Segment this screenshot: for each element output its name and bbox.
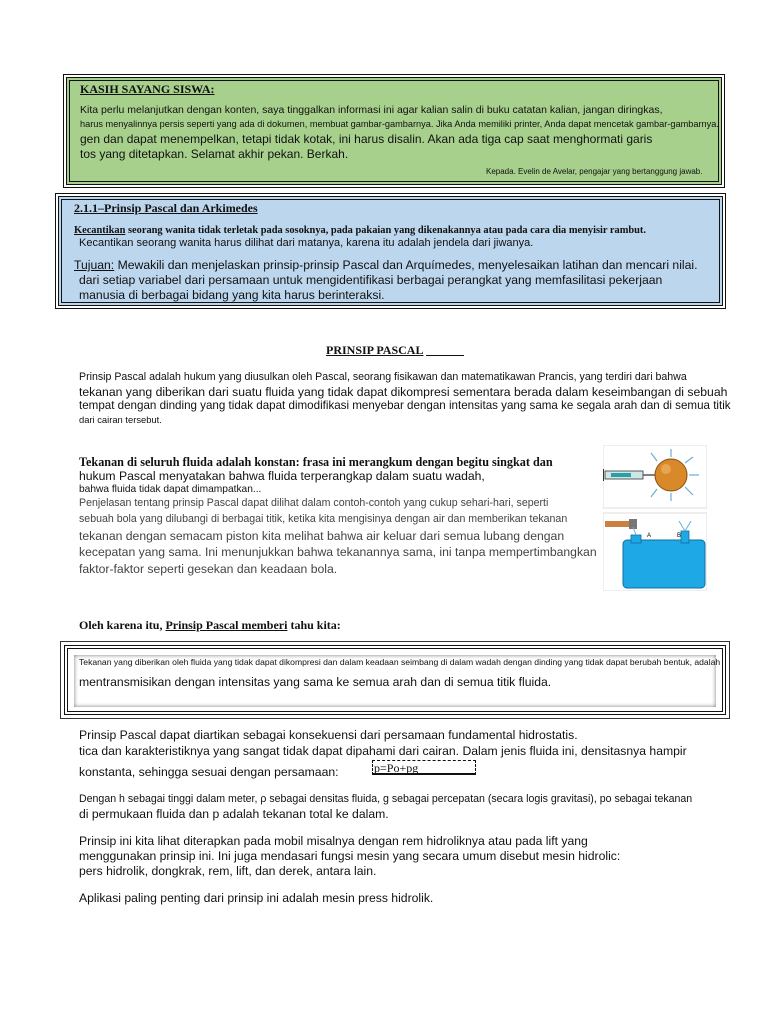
therefore-line [79, 618, 341, 633]
pressure-line: sebuah bola yang dilubangi di berbagai titik, ketika kita mengisinya dengan air dan memberikan tekanan [79, 513, 568, 525]
therefore-post: tahu kita: [287, 618, 341, 632]
notice-title: KASIH SAYANG SISWA: [80, 82, 215, 96]
section-sep: – [98, 201, 104, 215]
principle-line: Tekanan yang diberikan oleh fluida yang tidak dapat dikompresi dan dalam keadaan seimbang di dalam wadah dengan dinding yang tidak dapat berubah bentuk, adalah [79, 657, 721, 667]
pascal-illustration [603, 445, 707, 591]
closing-line: Aplikasi paling penting dari prinsip ini adalah mesin press hidrolik. [79, 891, 434, 905]
formula-box: p=Po+pg [372, 760, 476, 775]
notice-line: tos yang ditetapkan. Selamat akhir pekan. Berkah. [80, 147, 349, 161]
principle-line: mentransmisikan dengan intensitas yang sama ke semua arah dan di semua titik fluida. [79, 675, 552, 689]
section-title-text: Prinsip Pascal dan Arkimedes [104, 201, 258, 215]
intro-line: dari cairan tersebut. [79, 414, 162, 425]
goal-line: manusia di berbagai bidang yang kita harus berinteraksi. [79, 288, 385, 302]
beauty-keyword: Kecantikan [74, 225, 126, 236]
hydro-line: tica dan karakteristiknya yang sangat tidak dapat dipahami dari cairan. Dalam jenis fluida ini, densitasnya hampir [79, 744, 687, 758]
goal-text: Mewakili dan menjelaskan prinsip-prinsip Pascal dan Arquímedes, menyelesaikan latihan dan mencari nilai. [114, 258, 698, 272]
application-line: menggunakan prinsip ini. Ini juga mendasari fungsi mesin yang secara umum disebut mesin hidrolic: [79, 849, 621, 863]
intro-line: Prinsip Pascal adalah hukum yang diusulkan oleh Pascal, seorang fisikawan dan matematikawan Prancis, yang terdiri dari bahwa [79, 371, 687, 383]
intro-line: tempat dengan dinding yang tidak dapat dimodifikasi menyebar dengan intensitas yang sama ke segala arah dan di semua titik [79, 399, 731, 412]
therefore-pre: Oleh karena itu, [79, 618, 166, 632]
goal-line [70, 258, 697, 272]
beauty-text: seorang wanita tidak terletak pada sosoknya, pada pakaian yang dikenakannya atau pada cara dia menyisir rambut. [125, 225, 646, 236]
pressure-line: kecepatan yang sama. Ini menunjukkan bahwa tekanannya sama, ini tanpa mempertimbangkan [79, 545, 597, 559]
pressure-line: hukum Pascal menyatakan bahwa fluida terperangkap dalam suatu wadah, [79, 469, 485, 483]
definition-line: di permukaan fluida dan p adalah tekanan total ke dalam. [79, 807, 389, 821]
intro-line: tekanan yang diberikan dari suatu fluida yang tidak dapat dikompresi sementara berada dalam keseimbangan di sebuah [79, 385, 728, 399]
pressure-line: tekanan dengan semacam piston kita melihat bahwa air keluar dari semua lubang dengan [79, 529, 565, 543]
section-title [70, 201, 258, 216]
pressure-line: Penjelasan tentang prinsip Pascal dapat dilihat dalam contoh-contoh yang cukup sehari-hari, seperti [79, 497, 549, 509]
goal-line: dari setiap variabel dari persamaan untuk mengidentifikasi berbagai perangkat yang memfasilitasi pekerjaan [79, 273, 663, 287]
application-line: Prinsip ini kita lihat diterapkan pada mobil misalnya dengan rem hidroliknya atau pada lift yang [79, 834, 588, 848]
notice-line: Kita perlu melanjutkan dengan konten, saya tinggalkan informasi ini agar kalian salin di buku catatan kalian, jangan diringkas, [80, 104, 663, 116]
therefore-underline: Prinsip Pascal memberi [165, 618, 288, 632]
pressure-line: faktor-faktor seperti gesekan dan keadaan bola. [79, 562, 338, 576]
beauty-line: Kecantikan seorang wanita harus dilihat dari matanya, karena itu adalah jendela dari jiwanya. [79, 237, 534, 249]
goal-label: Tujuan: [74, 258, 115, 272]
definition-line: Dengan h sebagai tinggi dalam meter, ρ sebagai densitas fluida, g sebagai percepatan (secara logis gravitasi), po sebagai tekanan [79, 793, 693, 805]
label-a: A [647, 533, 652, 539]
hydro-line: Prinsip Pascal dapat diartikan sebagai konsekuensi dari persamaan fundamental hidrostatis. [79, 728, 578, 742]
pressure-line: Tekanan di seluruh fluida adalah konstan: frasa ini merangkum dengan begitu singkat dan [79, 455, 553, 469]
page-heading: PRINSIP PASCAL [326, 343, 424, 357]
notice-line: harus menyalinnya persis seperti yang ada di dokumen, membuat gambar-gambarnya. Jika Anda memiliki printer, Anda dapat mencetak gambar-gambarnya. [80, 119, 719, 129]
notice-line: gen dan dapat menempelkan, tetapi tidak kotak, ini harus disalin. Akan ada tiga cap saat menghormati garis [80, 132, 653, 146]
label-b: B [677, 533, 682, 539]
pressure-line: bahwa fluida tidak dapat dimampatkan... [79, 484, 262, 495]
hydro-line: konstanta, sehingga sesuai dengan persamaan: [79, 765, 339, 779]
heading-underline [426, 355, 464, 356]
section-number: 2.1.1 [74, 201, 98, 215]
beauty-quote [70, 225, 646, 236]
notice-signature: Kepada. Evelin de Avelar, pengajar yang bertanggung jawab. [486, 167, 703, 176]
application-line: pers hidrolik, dongkrak, rem, lift, dan derek, antara lain. [79, 864, 377, 878]
